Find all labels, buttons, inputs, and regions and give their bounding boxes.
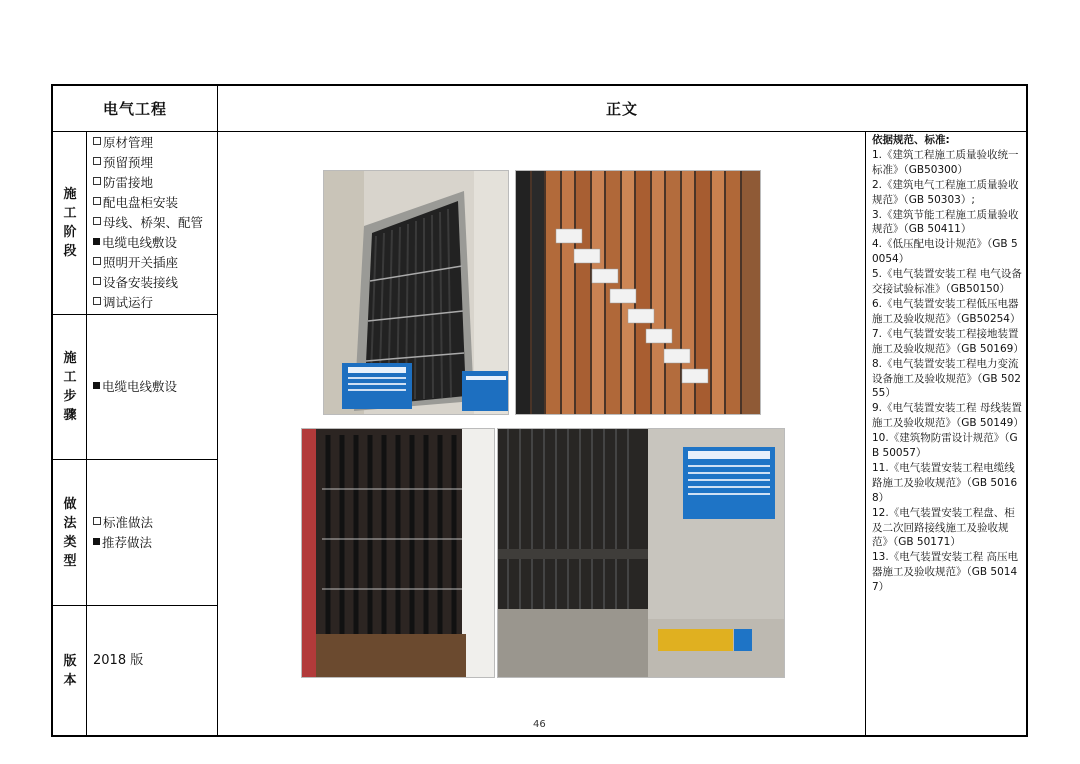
photo-cable-tags <box>515 170 761 415</box>
cable-rack-image <box>302 429 495 678</box>
phase-label-char: 阶 <box>63 225 77 240</box>
checked-box-icon[interactable] <box>93 538 100 545</box>
photo-cable-rack <box>301 428 495 678</box>
list-item[interactable] <box>93 253 203 273</box>
list-item[interactable] <box>93 213 203 233</box>
list-item-label: 电缆电线敷设 <box>102 379 178 394</box>
list-item-label: 调试运行 <box>103 295 154 310</box>
steps-list <box>93 377 177 397</box>
phase-label <box>53 132 87 314</box>
reference-item: 11.《电气装置安装工程电缆线路施工及验收规范》（GB 50168） <box>872 461 1018 504</box>
list-item[interactable] <box>93 513 153 533</box>
version-value: 2018 版 <box>93 653 144 668</box>
references-title: 依据规范、标准: <box>872 134 950 146</box>
reference-item: 5.《电气装置安装工程 电气设备交接试验标准》（GB50150） <box>872 268 1022 296</box>
reference-item: 1.《建筑工程施工质量验收统一标准》（GB50300） <box>872 148 1019 176</box>
reference-item: 6.《电气装置安装工程低压电器施工及验收规范》（GB50254） <box>872 297 1021 325</box>
method-label-char: 做 <box>63 496 77 512</box>
reference-item: 4.《低压配电设计规范》（GB 50054） <box>872 238 1018 266</box>
checkbox-icon[interactable] <box>93 517 101 525</box>
reference-item: 9.《电气装置安装工程 母线装置施工及验收规范》（GB 50149） <box>872 402 1024 430</box>
steps-label-char: 骤 <box>63 408 77 423</box>
page-number: 46 <box>533 719 546 730</box>
checkbox-icon[interactable] <box>93 297 101 305</box>
steps-label <box>53 315 87 459</box>
steps-label-char: 施 <box>63 351 77 366</box>
checkbox-icon[interactable] <box>93 197 101 205</box>
col-divider-2 <box>217 86 218 735</box>
reference-item: 3.《建筑节能工程施工质量验收规范》（GB 50411） <box>872 208 1019 236</box>
phase-list <box>93 133 203 313</box>
version-label-char: 版 <box>63 654 77 669</box>
checkbox-icon[interactable] <box>93 177 101 185</box>
references-panel <box>872 133 1024 595</box>
cable-shaft-image <box>324 171 509 415</box>
checkbox-icon[interactable] <box>93 257 101 265</box>
list-item-label: 配电盘柜安装 <box>103 195 179 210</box>
photo-cable-mount <box>497 428 785 678</box>
steps-label-char: 步 <box>63 389 77 404</box>
phase-label-char: 段 <box>63 244 77 259</box>
document-table <box>51 84 1028 737</box>
checkbox-icon[interactable] <box>93 217 101 225</box>
method-list <box>93 513 153 553</box>
method-label-char: 类 <box>63 534 77 550</box>
list-item-label: 标准做法 <box>103 515 154 530</box>
list-item-label: 原材管理 <box>103 135 154 150</box>
list-item[interactable] <box>93 173 203 193</box>
header-divider <box>53 131 1026 132</box>
checkbox-icon[interactable] <box>93 157 101 165</box>
version-label-char: 本 <box>63 673 77 688</box>
list-item[interactable] <box>93 273 203 293</box>
list-item-label: 预留预埋 <box>103 155 154 170</box>
reference-item: 8.《电气装置安装工程电力变流设备施工及验收规范》（GB 50255） <box>872 357 1021 400</box>
list-item[interactable] <box>93 233 203 253</box>
reference-item: 10.《建筑物防雷设计规范》（GB 50057） <box>872 432 1018 460</box>
checked-box-icon[interactable] <box>93 238 100 245</box>
steps-label-char: 工 <box>63 370 77 385</box>
list-item-label: 设备安装接线 <box>103 275 179 290</box>
method-label <box>53 460 87 605</box>
copper-cables-image <box>516 171 761 415</box>
checkbox-icon[interactable] <box>93 137 101 145</box>
cable-mount-image <box>498 429 785 678</box>
method-label-char: 法 <box>63 515 77 531</box>
list-item[interactable] <box>93 153 203 173</box>
list-item-label: 推荐做法 <box>102 535 153 550</box>
list-item[interactable] <box>93 193 203 213</box>
phase-label-char: 工 <box>63 206 77 221</box>
reference-item: 7.《电气装置安装工程接地装置施工及验收规范》（GB 50169） <box>872 327 1024 355</box>
reference-item: 12.《电气装置安装工程盘、柜及二次回路接线施工及验收规范》（GB 50171） <box>872 506 1015 549</box>
phase-label-char: 施 <box>63 187 77 202</box>
method-label-char: 型 <box>63 553 77 569</box>
list-item[interactable] <box>93 293 203 313</box>
list-item[interactable] <box>93 533 153 553</box>
header-right-title: 正文 <box>605 100 638 118</box>
header-left-title: 电气工程 <box>102 100 167 118</box>
checkbox-icon[interactable] <box>93 277 101 285</box>
list-item-label: 照明开关插座 <box>103 255 179 270</box>
reference-item: 13.《电气装置安装工程 高压电器施工及验收规范》（GB 50147） <box>872 551 1019 594</box>
checked-box-icon[interactable] <box>93 382 100 389</box>
list-item[interactable] <box>93 377 177 397</box>
list-item[interactable] <box>93 133 203 153</box>
list-item-label: 母线、桥架、配管 <box>103 215 204 230</box>
list-item-label: 防雷接地 <box>103 175 154 190</box>
photo-cable-shaft-1 <box>323 170 509 415</box>
reference-item: 2.《建筑电气工程施工质量验收规范》（GB 50303）; <box>872 178 1019 206</box>
list-item-label: 电缆电线敷设 <box>102 235 178 250</box>
col-divider-3 <box>865 131 866 735</box>
version-label <box>53 606 87 736</box>
